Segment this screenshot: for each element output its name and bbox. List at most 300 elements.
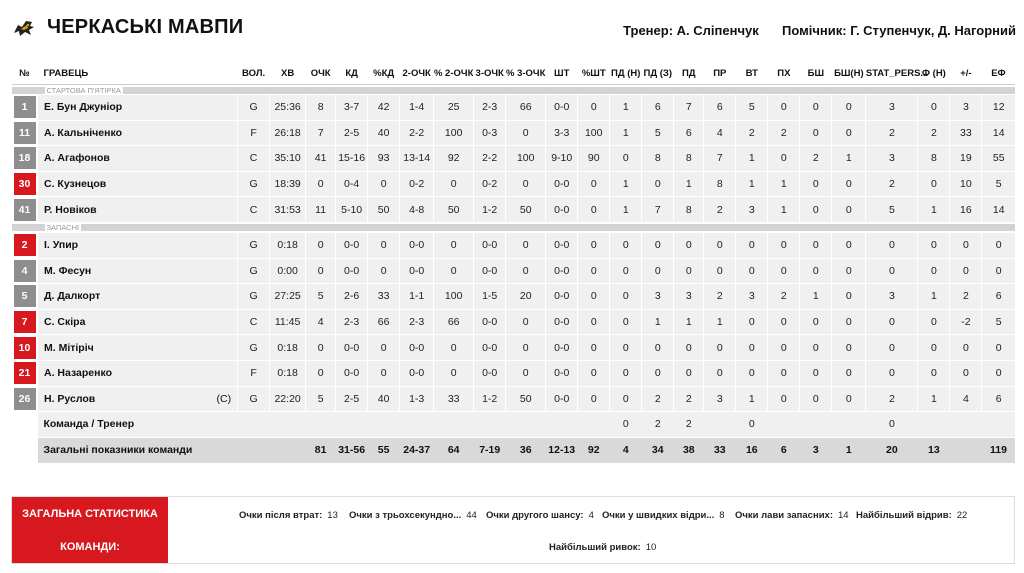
stat-cell: 0 — [918, 258, 950, 284]
player-row[interactable] — [12, 360, 1016, 386]
summary-stat-label: Очки з трьохсекундно... — [349, 510, 462, 521]
column-header-21[interactable]: STAT_PERS... — [865, 67, 929, 79]
stat-cell: 2 — [950, 284, 982, 310]
stat-cell: G — [238, 232, 270, 258]
stat-cell: 0 — [306, 232, 336, 258]
stat-cell: 20 — [866, 437, 918, 463]
player-name[interactable] — [38, 284, 238, 310]
stat-cell: 33 — [704, 437, 736, 463]
jersey-number-badge: 1 — [14, 96, 36, 118]
stat-cell: 0 — [832, 309, 866, 335]
player-name[interactable] — [38, 95, 238, 121]
column-header-13[interactable]: ПД (Н) — [611, 67, 641, 79]
stat-cell: 0 — [866, 309, 918, 335]
stat-cell: 0 — [800, 120, 832, 146]
player-name-text[interactable]: А. Кальніченко — [44, 126, 122, 139]
stat-cell: 0 — [642, 258, 674, 284]
column-header-8[interactable]: % 2-ОЧК — [433, 67, 474, 79]
player-name[interactable] — [38, 386, 238, 412]
team-header — [0, 0, 1024, 58]
column-header-24[interactable]: ЕФ — [991, 67, 1006, 79]
stat-cell: 0-0 — [474, 258, 506, 284]
player-name-text[interactable]: Н. Руслов — [44, 392, 96, 405]
stat-cell: 0 — [674, 232, 704, 258]
player-name-text[interactable]: А. Агафонов — [44, 152, 110, 165]
stat-cell: 1-5 — [474, 284, 506, 310]
stat-cell: 1 — [832, 437, 866, 463]
stat-cell: 0-0 — [336, 360, 368, 386]
player-name[interactable] — [38, 309, 238, 335]
stat-cell: 0 — [918, 232, 950, 258]
coaching-staff — [623, 23, 1016, 38]
stat-cell: 0 — [768, 232, 800, 258]
stat-cell — [950, 412, 982, 438]
section-divider — [12, 222, 1016, 232]
column-header-0[interactable]: № — [19, 67, 30, 79]
stat-cell: 15-16 — [336, 146, 368, 172]
player-row[interactable] — [12, 258, 1016, 284]
stat-cell: 0 — [506, 120, 546, 146]
stat-cell: 7-19 — [474, 437, 506, 463]
player-row[interactable] — [12, 386, 1016, 412]
column-header-12[interactable]: %ШТ — [581, 67, 606, 79]
section-label: СТАРТОВА П'ЯТІРКА — [46, 85, 121, 95]
stat-cell: 1 — [642, 309, 674, 335]
stat-cell: 0-0 — [546, 386, 578, 412]
jersey-number-badge: 11 — [14, 122, 36, 144]
player-row[interactable] — [12, 335, 1016, 361]
stat-cell: 0 — [578, 197, 610, 223]
stat-cell: 0 — [982, 232, 1015, 258]
stat-cell: 0-0 — [546, 360, 578, 386]
stat-cell: 5 — [306, 284, 336, 310]
player-name[interactable] — [38, 171, 238, 197]
stat-cell: 0-2 — [400, 171, 434, 197]
summary-stat-item — [349, 510, 477, 521]
player-name[interactable] — [38, 360, 238, 386]
stat-cell: 0 — [950, 335, 982, 361]
player-row[interactable] — [12, 146, 1016, 172]
stat-cell: 3 — [642, 284, 674, 310]
column-header-16[interactable]: ПР — [713, 67, 727, 79]
stat-cell: 0-4 — [336, 171, 368, 197]
stat-cell: 0 — [832, 284, 866, 310]
stat-cell: 25 — [434, 95, 474, 121]
stat-cell: 0 — [578, 386, 610, 412]
stat-cell: 2-2 — [400, 120, 434, 146]
column-header-4[interactable]: ОЧК — [310, 67, 331, 79]
summary-stat-label: Очки після втрат: — [239, 510, 323, 521]
stat-cell: 66 — [368, 309, 400, 335]
column-header-18[interactable]: ПХ — [777, 67, 791, 79]
summary-stat-label: Найбільший відрив: — [856, 510, 952, 521]
stat-cell — [238, 412, 270, 438]
stat-cell: 41 — [306, 146, 336, 172]
stat-cell: 0 — [506, 232, 546, 258]
player-name-text[interactable]: А. Назаренко — [44, 367, 113, 380]
stat-cell: 0 — [642, 171, 674, 197]
stat-cell: 1 — [768, 171, 800, 197]
stat-cell: 0 — [578, 232, 610, 258]
stat-cell: 7 — [674, 95, 704, 121]
stat-cell: 1-1 — [400, 284, 434, 310]
column-header-20[interactable]: БШ(Н) — [834, 67, 864, 79]
stat-cell: 2 — [918, 120, 950, 146]
player-number-cell — [12, 335, 38, 361]
stat-cell: 0 — [800, 171, 832, 197]
stat-cell: 0 — [800, 232, 832, 258]
stat-cell: 19 — [950, 146, 982, 172]
stat-cell — [474, 412, 506, 438]
player-number-cell — [12, 284, 38, 310]
stat-cell: 0 — [578, 284, 610, 310]
stat-cell: 1-2 — [474, 197, 506, 223]
stat-cell: 7 — [704, 146, 736, 172]
stat-cell: 4 — [950, 386, 982, 412]
player-number-cell — [12, 95, 38, 121]
stat-cell: 0 — [866, 360, 918, 386]
stat-cell: 0 — [736, 360, 768, 386]
stat-cell: 0 — [610, 284, 642, 310]
player-name-text[interactable]: Е. Бун Джуніор — [44, 101, 123, 114]
stat-cell — [306, 412, 336, 438]
stat-cell: 1 — [610, 95, 642, 121]
player-name[interactable] — [38, 197, 238, 223]
player-name-text[interactable]: І. Упир — [44, 239, 79, 252]
stat-cell: 0 — [578, 360, 610, 386]
player-name-text[interactable]: С. Скіра — [44, 316, 86, 329]
stat-cell: 31:53 — [270, 197, 306, 223]
player-name[interactable] — [38, 335, 238, 361]
player-number-cell — [12, 232, 38, 258]
assistant-label: Помічник: — [782, 23, 847, 38]
stat-cell: 1 — [736, 171, 768, 197]
player-row[interactable] — [12, 284, 1016, 310]
stat-cell: 3 — [736, 284, 768, 310]
stat-cell: 0 — [866, 335, 918, 361]
stat-cell: 0 — [950, 232, 982, 258]
column-header-15[interactable]: ПД — [681, 67, 696, 79]
stat-cell: 14 — [982, 197, 1015, 223]
stat-cell: 4 — [610, 437, 642, 463]
stat-cell: 33 — [434, 386, 474, 412]
stat-cell: 3 — [704, 386, 736, 412]
team-name: ЧЕРКАСЬКІ МАВПИ — [47, 16, 244, 38]
assistant-names: Г. Ступенчук, Д. Нагорний — [850, 23, 1016, 38]
stat-cell: 0 — [832, 386, 866, 412]
stat-cell: 66 — [434, 309, 474, 335]
player-name-text[interactable]: Р. Новіков — [44, 203, 97, 216]
stat-cell: 0 — [306, 335, 336, 361]
summary-stat-item — [486, 510, 594, 521]
player-name[interactable] — [38, 120, 238, 146]
team-totals-row-label: Загальні показники команди — [38, 437, 238, 463]
stat-cell: 5 — [306, 386, 336, 412]
column-header-19[interactable]: БШ — [807, 67, 825, 79]
player-row[interactable] — [12, 120, 1016, 146]
stat-cell: 0-0 — [400, 360, 434, 386]
stat-cell: 0 — [832, 335, 866, 361]
column-header-9[interactable]: 3-ОЧК — [475, 67, 504, 79]
stat-cell: 1 — [704, 309, 736, 335]
stat-cell: G — [238, 258, 270, 284]
stat-cell: 11 — [306, 197, 336, 223]
stat-cell: 7 — [306, 120, 336, 146]
stat-cell — [270, 437, 306, 463]
stat-cell: 92 — [434, 146, 474, 172]
box-score-table-wrapper — [11, 62, 1015, 464]
stat-cell: 0 — [832, 232, 866, 258]
stat-cell: 0 — [918, 335, 950, 361]
stat-cell: 20 — [506, 284, 546, 310]
summary-stat-value: 4 — [588, 510, 594, 521]
stat-cell: 0 — [434, 360, 474, 386]
stat-cell: 0 — [434, 335, 474, 361]
stat-cell — [982, 412, 1015, 438]
stat-cell: 2 — [866, 120, 918, 146]
stat-cell: 0 — [704, 232, 736, 258]
player-name[interactable] — [38, 258, 238, 284]
stat-cell: 0 — [832, 197, 866, 223]
stat-cell: 100 — [434, 120, 474, 146]
summary-stat-item — [549, 542, 656, 553]
column-header-17[interactable]: ВТ — [745, 67, 758, 79]
stat-cell: 31-56 — [336, 437, 368, 463]
summary-stat-value: 14 — [838, 510, 849, 521]
player-name[interactable] — [38, 232, 238, 258]
stat-cell: 24-37 — [400, 437, 434, 463]
jersey-number-badge: 7 — [14, 311, 36, 333]
jersey-number-badge: 10 — [14, 337, 36, 359]
jersey-number-badge: 4 — [14, 260, 36, 282]
stat-cell: 0 — [866, 232, 918, 258]
stat-cell: 6 — [982, 284, 1015, 310]
column-header-5[interactable]: КД — [345, 67, 358, 79]
stat-cell: 0 — [768, 335, 800, 361]
stat-cell — [506, 412, 546, 438]
stat-cell: 2-6 — [336, 284, 368, 310]
stat-cell: 0 — [368, 258, 400, 284]
stat-cell: 50 — [506, 197, 546, 223]
jersey-number-badge: 21 — [14, 362, 36, 384]
stat-cell: 2 — [704, 197, 736, 223]
stat-cell: F — [238, 120, 270, 146]
stat-cell — [546, 412, 578, 438]
stat-cell: 0-0 — [546, 171, 578, 197]
stat-cell: 3 — [866, 146, 918, 172]
stat-cell: 0 — [800, 309, 832, 335]
column-header-10[interactable]: % 3-ОЧК — [506, 67, 546, 79]
stat-cell: 0:18 — [270, 335, 306, 361]
stat-cell: 1-3 — [400, 386, 434, 412]
stat-cell: 1 — [736, 386, 768, 412]
stat-cell: 4-8 — [400, 197, 434, 223]
stat-cell: 3 — [800, 437, 832, 463]
stat-cell: -2 — [950, 309, 982, 335]
stat-cell: 0 — [704, 335, 736, 361]
stat-cell: 0 — [578, 335, 610, 361]
stat-cell: 0 — [506, 335, 546, 361]
column-header-1[interactable]: ГРАВЕЦЬ — [43, 67, 89, 79]
column-header-2[interactable]: ВОЛ. — [242, 67, 266, 79]
team-coach-row — [12, 412, 1016, 438]
stat-cell: 1 — [610, 171, 642, 197]
stat-cell: 0 — [768, 146, 800, 172]
column-header-6[interactable]: %КД — [373, 67, 395, 79]
stat-cell: 0 — [736, 258, 768, 284]
stat-cell: 0 — [982, 258, 1015, 284]
summary-stat-value: 22 — [956, 510, 968, 521]
stat-cell: 7 — [642, 197, 674, 223]
stat-cell: 0 — [800, 258, 832, 284]
stat-cell: 0 — [982, 335, 1015, 361]
stat-cell: 0 — [434, 258, 474, 284]
stat-cell: 2 — [674, 386, 704, 412]
player-number-cell — [12, 146, 38, 172]
stat-cell: 55 — [368, 437, 400, 463]
column-header-22[interactable]: Ф (Н) — [921, 67, 946, 79]
stat-cell: 0 — [642, 360, 674, 386]
stat-cell: 0 — [506, 171, 546, 197]
player-number-cell — [12, 386, 38, 412]
stat-cell: 0 — [610, 309, 642, 335]
stat-cell: 36 — [506, 437, 546, 463]
summary-title — [12, 497, 168, 563]
stat-cell: 0 — [306, 360, 336, 386]
summary-title-line1: ЗАГАЛЬНА СТАТИСТИКА — [22, 508, 158, 520]
stat-cell: 0 — [800, 95, 832, 121]
stat-cell: 16 — [736, 437, 768, 463]
stat-cell: 35:10 — [270, 146, 306, 172]
player-row[interactable] — [12, 95, 1016, 121]
stat-cell: 6 — [674, 120, 704, 146]
jersey-number-badge: 18 — [14, 147, 36, 169]
player-row[interactable] — [12, 197, 1016, 223]
player-name[interactable] — [38, 146, 238, 172]
stat-cell: F — [238, 360, 270, 386]
stat-cell: 0 — [918, 360, 950, 386]
stat-cell: 0-0 — [546, 232, 578, 258]
stat-cell — [950, 437, 982, 463]
stat-cell: 0 — [736, 309, 768, 335]
stat-cell: 0-0 — [400, 335, 434, 361]
summary-stat-item — [735, 510, 849, 521]
stat-cell: G — [238, 95, 270, 121]
column-header-14[interactable]: ПД (З) — [643, 67, 673, 79]
stat-cell: 8 — [704, 171, 736, 197]
stat-cell: 40 — [368, 120, 400, 146]
stat-cell: G — [238, 386, 270, 412]
stat-cell: 18:39 — [270, 171, 306, 197]
stat-cell: 0 — [610, 232, 642, 258]
stat-cell: 2 — [736, 120, 768, 146]
stat-cell — [800, 412, 832, 438]
stat-cell: 0-3 — [474, 120, 506, 146]
section-label: ЗАПАСНІ — [46, 223, 80, 233]
stat-cell: 8 — [674, 146, 704, 172]
player-name-text[interactable]: М. Мітіріч — [44, 341, 94, 354]
team-coach-row-label: Команда / Тренер — [38, 412, 238, 438]
stat-cell: 2 — [866, 386, 918, 412]
box-score-table — [11, 62, 1015, 464]
stat-cell: 0-0 — [546, 197, 578, 223]
stat-cell: 0-0 — [336, 232, 368, 258]
stat-cell: 0 — [610, 258, 642, 284]
stat-cell: 2 — [800, 146, 832, 172]
player-number-cell — [12, 120, 38, 146]
stat-cell: 22:20 — [270, 386, 306, 412]
stat-cell: 34 — [642, 437, 674, 463]
stat-cell: 5 — [982, 171, 1015, 197]
stat-cell: 38 — [674, 437, 704, 463]
summary-stat-label: Найбільший ривок: — [549, 542, 641, 553]
stat-cell — [434, 412, 474, 438]
stat-cell: 8 — [674, 197, 704, 223]
stat-cell: 0-0 — [474, 309, 506, 335]
stat-cell: 0-0 — [474, 360, 506, 386]
stat-cell: G — [238, 335, 270, 361]
stat-cell: 0 — [368, 335, 400, 361]
stat-cell: G — [238, 284, 270, 310]
stat-cell: 8 — [642, 146, 674, 172]
stat-cell: 100 — [578, 120, 610, 146]
stat-cell: 1 — [674, 309, 704, 335]
stat-cell: 1-2 — [474, 386, 506, 412]
stat-cell: 100 — [434, 284, 474, 310]
player-row[interactable] — [12, 171, 1016, 197]
stat-cell: 0 — [434, 171, 474, 197]
stat-cell: 0 — [506, 258, 546, 284]
player-row[interactable] — [12, 309, 1016, 335]
column-header-7[interactable]: 2-ОЧК — [402, 67, 431, 79]
player-row[interactable] — [12, 232, 1016, 258]
stat-cell: 8 — [306, 95, 336, 121]
summary-stat-label: Очки лави запасних: — [735, 510, 833, 521]
player-name-text[interactable]: М. Фесун — [44, 264, 92, 277]
stat-cell: C — [238, 146, 270, 172]
stat-cell: 6 — [982, 386, 1015, 412]
stat-cell: 13-14 — [400, 146, 434, 172]
stat-cell — [336, 412, 368, 438]
stat-cell: 0-0 — [400, 258, 434, 284]
player-number-cell — [12, 258, 38, 284]
stat-cell: 0 — [768, 95, 800, 121]
jersey-number-badge: 26 — [14, 388, 36, 410]
stat-cell: 33 — [950, 120, 982, 146]
stat-cell: 26:18 — [270, 120, 306, 146]
stat-cell: 55 — [982, 146, 1015, 172]
table-body — [12, 85, 1016, 464]
stat-cell: 9-10 — [546, 146, 578, 172]
stat-cell: 0-0 — [336, 258, 368, 284]
stat-cell: 25:36 — [270, 95, 306, 121]
stat-cell: 0-0 — [546, 309, 578, 335]
player-name-text[interactable]: С. Кузнецов — [44, 178, 107, 191]
stat-cell: 0 — [768, 386, 800, 412]
column-header-3[interactable]: ХВ — [281, 67, 295, 79]
stat-cell: 0 — [866, 412, 918, 438]
column-header-23[interactable]: +/- — [960, 67, 972, 79]
stat-cell: 0 — [736, 335, 768, 361]
stat-cell: 0 — [368, 232, 400, 258]
stat-cell: 0 — [674, 258, 704, 284]
column-header-11[interactable]: ШТ — [554, 67, 570, 79]
stat-cell: 1 — [918, 284, 950, 310]
player-name-text[interactable]: Д. Далкорт — [44, 290, 101, 303]
stat-cell: 5 — [982, 309, 1015, 335]
jersey-number-badge: 5 — [14, 285, 36, 307]
stat-cell: 27:25 — [270, 284, 306, 310]
